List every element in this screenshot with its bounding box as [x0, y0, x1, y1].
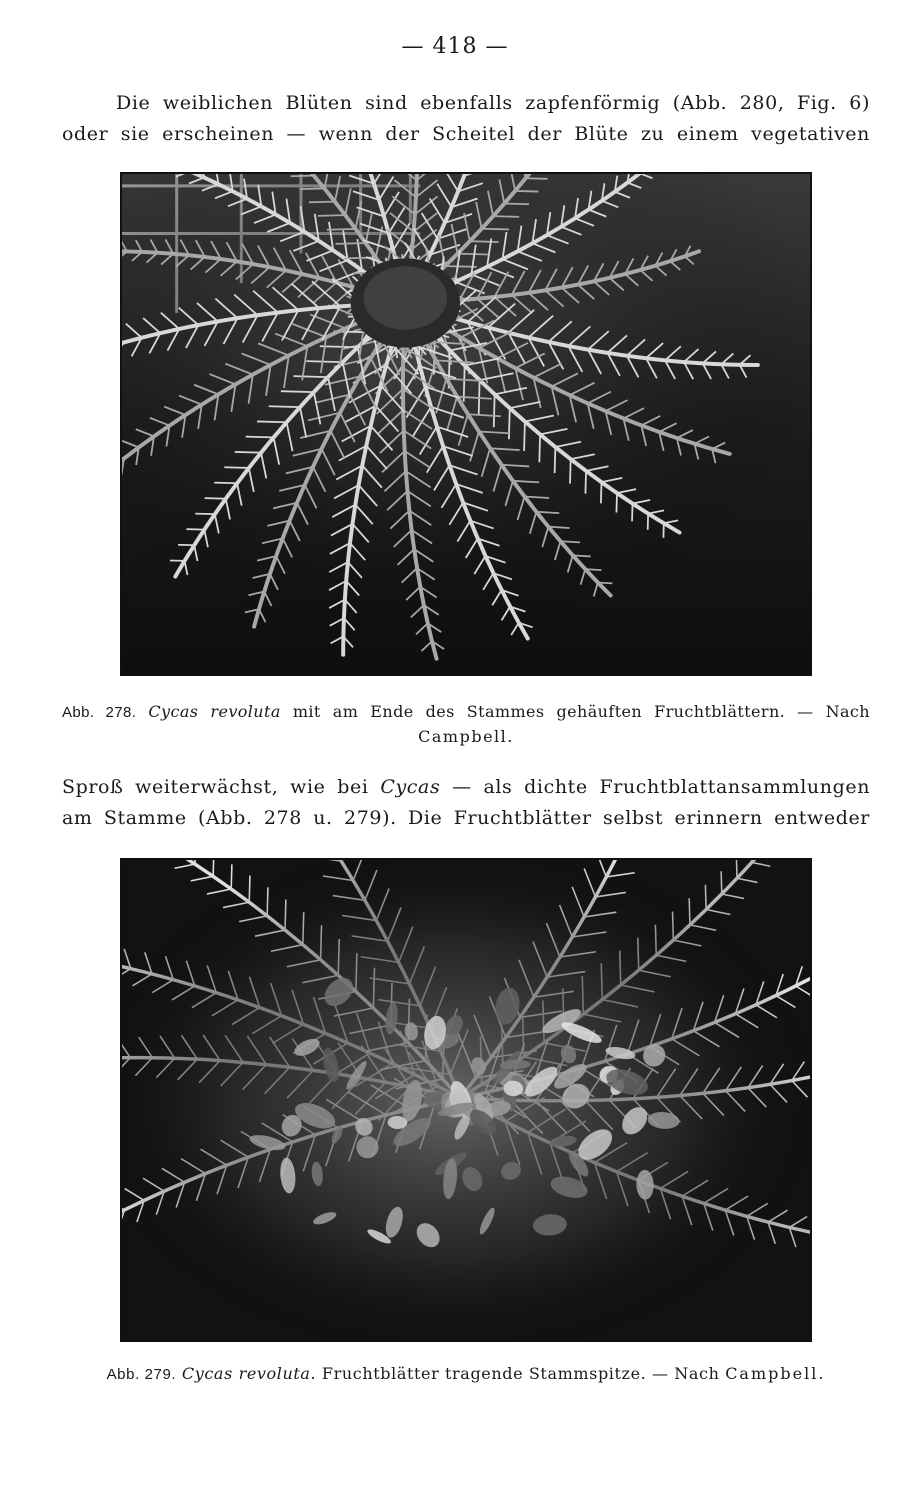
paragraph-middle-line-1-end: — als dichte Fruchtblattansammlungen: [452, 776, 871, 798]
paragraph-top-line-2: oder sie erscheinen — wenn der Scheitel der Blüte zu einem vegetativen: [62, 123, 870, 145]
figure-279-author: Campbell.: [725, 1364, 826, 1383]
paragraph-middle-genus: Cycas: [380, 776, 441, 798]
cycas-megasporophylls-image: [122, 860, 810, 1340]
cycas-crown-image: [122, 174, 810, 674]
figure-279-label: Abb. 279.: [106, 1366, 177, 1383]
figure-278-author: Campbell.: [418, 727, 514, 746]
paragraph-middle-line-2: am Stamme (Abb. 278 u. 279). Die Fruchtblätter selbst erinnern entweder: [62, 807, 870, 829]
figure-278-photo: [120, 172, 812, 676]
figure-278-label: Abb. 278.: [62, 704, 137, 721]
paragraph-middle: [62, 772, 870, 834]
paragraph-top: [62, 88, 870, 150]
figure-279-text: Fruchtblätter tragende Stammspitze. — Nach: [321, 1364, 720, 1383]
figure-278-caption: [62, 700, 870, 749]
figure-278-text: mit am Ende des Stammes gehäuften Fruchtblättern. — Nach: [292, 702, 870, 721]
figure-278-species: Cycas revoluta: [148, 702, 281, 721]
paragraph-top-line-1: Die weiblichen Blüten sind ebenfalls zapfenförmig (Abb. 280, Fig. 6): [116, 92, 870, 114]
figure-279-caption: [62, 1362, 870, 1387]
figure-279-photo: [120, 858, 812, 1342]
page-number: — 418 —: [401, 34, 509, 59]
paragraph-middle-line-1-start: Sproß weiterwächst, wie bei: [62, 776, 369, 798]
figure-279-species: Cycas revoluta.: [181, 1364, 317, 1383]
